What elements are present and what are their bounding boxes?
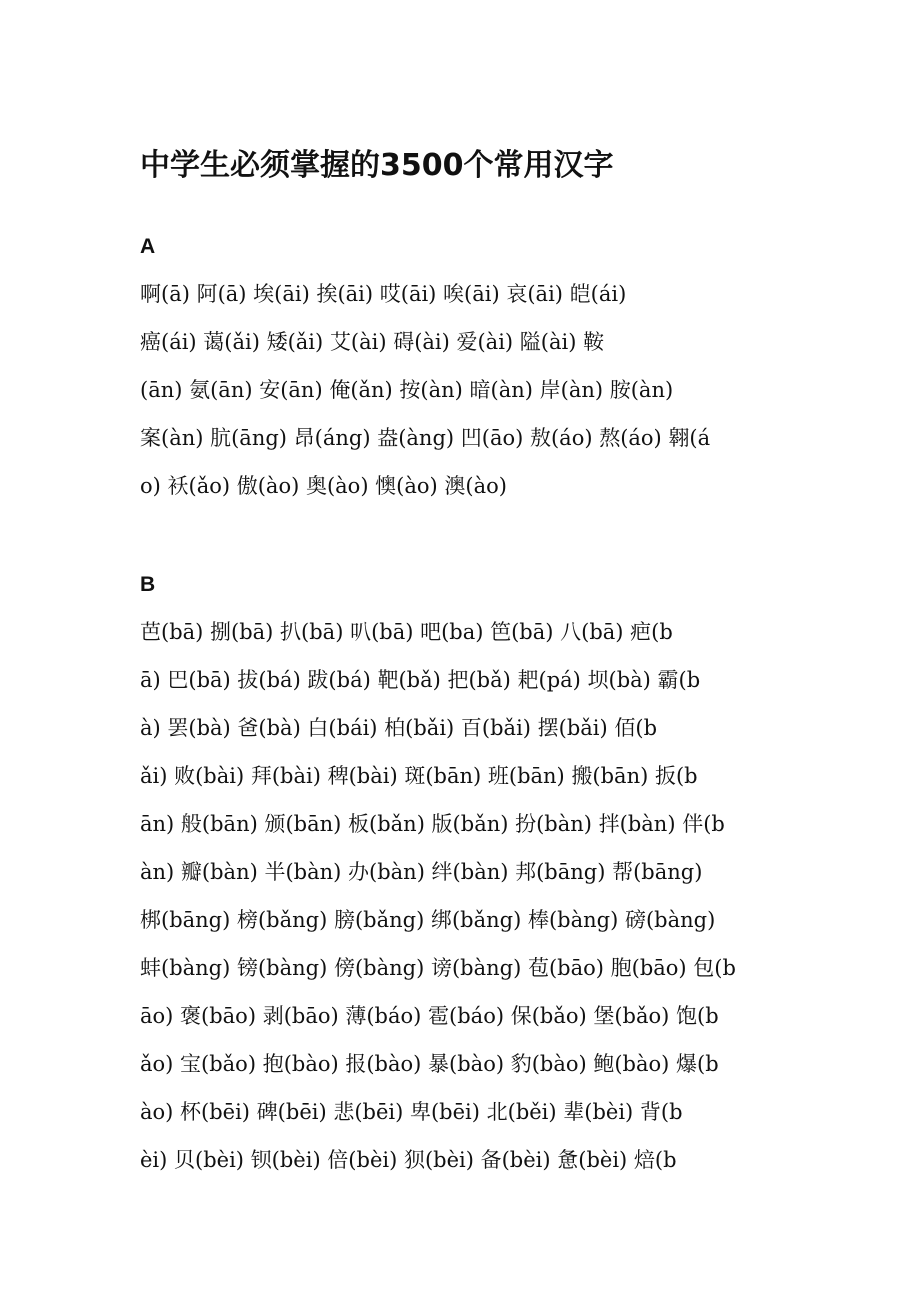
text-line: 啊(ā) 阿(ā) 埃(āi) 挨(āi) 哎(āi) 唉(āi) 哀(āi) 皑(ái) — [140, 282, 627, 306]
section-body-b — [140, 608, 800, 1184]
text-line: ào) 杯(bēi) 碑(bēi) 悲(bēi) 卑(bēi) 北(běi) 辈(bèi) 背(b — [140, 1100, 683, 1124]
text-line: āo) 褒(bāo) 剥(bāo) 薄(báo) 雹(báo) 保(bǎo) 堡(bǎo) 饱(b — [140, 1004, 719, 1028]
text-line: àn) 瓣(bàn) 半(bàn) 办(bàn) 绊(bàn) 邦(bāng) 帮(bāng) — [140, 860, 703, 884]
text-line: 案(àn) 肮(āng) 昂(áng) 盎(àng) 凹(āo) 敖(áo) 熬(áo) 翱(á — [140, 426, 711, 450]
page-title: 中学生必须掌握的3500个常用汉字 — [140, 148, 614, 183]
section-body-a — [140, 270, 800, 510]
text-line: ǎo) 宝(bǎo) 抱(bào) 报(bào) 暴(bào) 豹(bào) 鲍(bào) 爆(b — [140, 1052, 719, 1076]
text-line: 芭(bā) 捌(bā) 扒(bā) 叭(bā) 吧(ba) 笆(bā) 八(bā) 疤(b — [140, 620, 673, 644]
text-line: à) 罢(bà) 爸(bà) 白(bái) 柏(bǎi) 百(bǎi) 摆(bǎi) 佰(b — [140, 716, 658, 740]
text-line: ān) 般(bān) 颁(bān) 板(bǎn) 版(bǎn) 扮(bàn) 拌(bàn) 伴(b — [140, 812, 725, 836]
text-line: 癌(ái) 蔼(ǎi) 矮(ǎi) 艾(ài) 碍(ài) 爱(ài) 隘(ài) 鞍 — [140, 330, 605, 354]
text-line: o) 袄(ǎo) 傲(ào) 奥(ào) 懊(ào) 澳(ào) — [140, 474, 507, 498]
text-line: 梆(bāng) 榜(bǎng) 膀(bǎng) 绑(bǎng) 棒(bàng) 磅(bàng) — [140, 908, 716, 932]
text-line: (ān) 氨(ān) 安(ān) 俺(ǎn) 按(àn) 暗(àn) 岸(àn) 胺(àn) — [140, 378, 674, 402]
section-heading-a: A — [140, 235, 156, 258]
text-line: 蚌(bàng) 镑(bàng) 傍(bàng) 谤(bàng) 苞(bāo) 胞(bāo) 包(b — [140, 956, 736, 980]
section-heading-b: B — [140, 573, 156, 596]
text-line: ā) 巴(bā) 拔(bá) 跋(bá) 靶(bǎ) 把(bǎ) 耙(pá) 坝(bà) 霸(b — [140, 668, 701, 692]
text-line: èi) 贝(bèi) 钡(bèi) 倍(bèi) 狈(bèi) 备(bèi) 惫(bèi) 焙(b — [140, 1148, 677, 1172]
text-line: ǎi) 败(bài) 拜(bài) 稗(bài) 斑(bān) 班(bān) 搬(bān) 扳(b — [140, 764, 698, 788]
